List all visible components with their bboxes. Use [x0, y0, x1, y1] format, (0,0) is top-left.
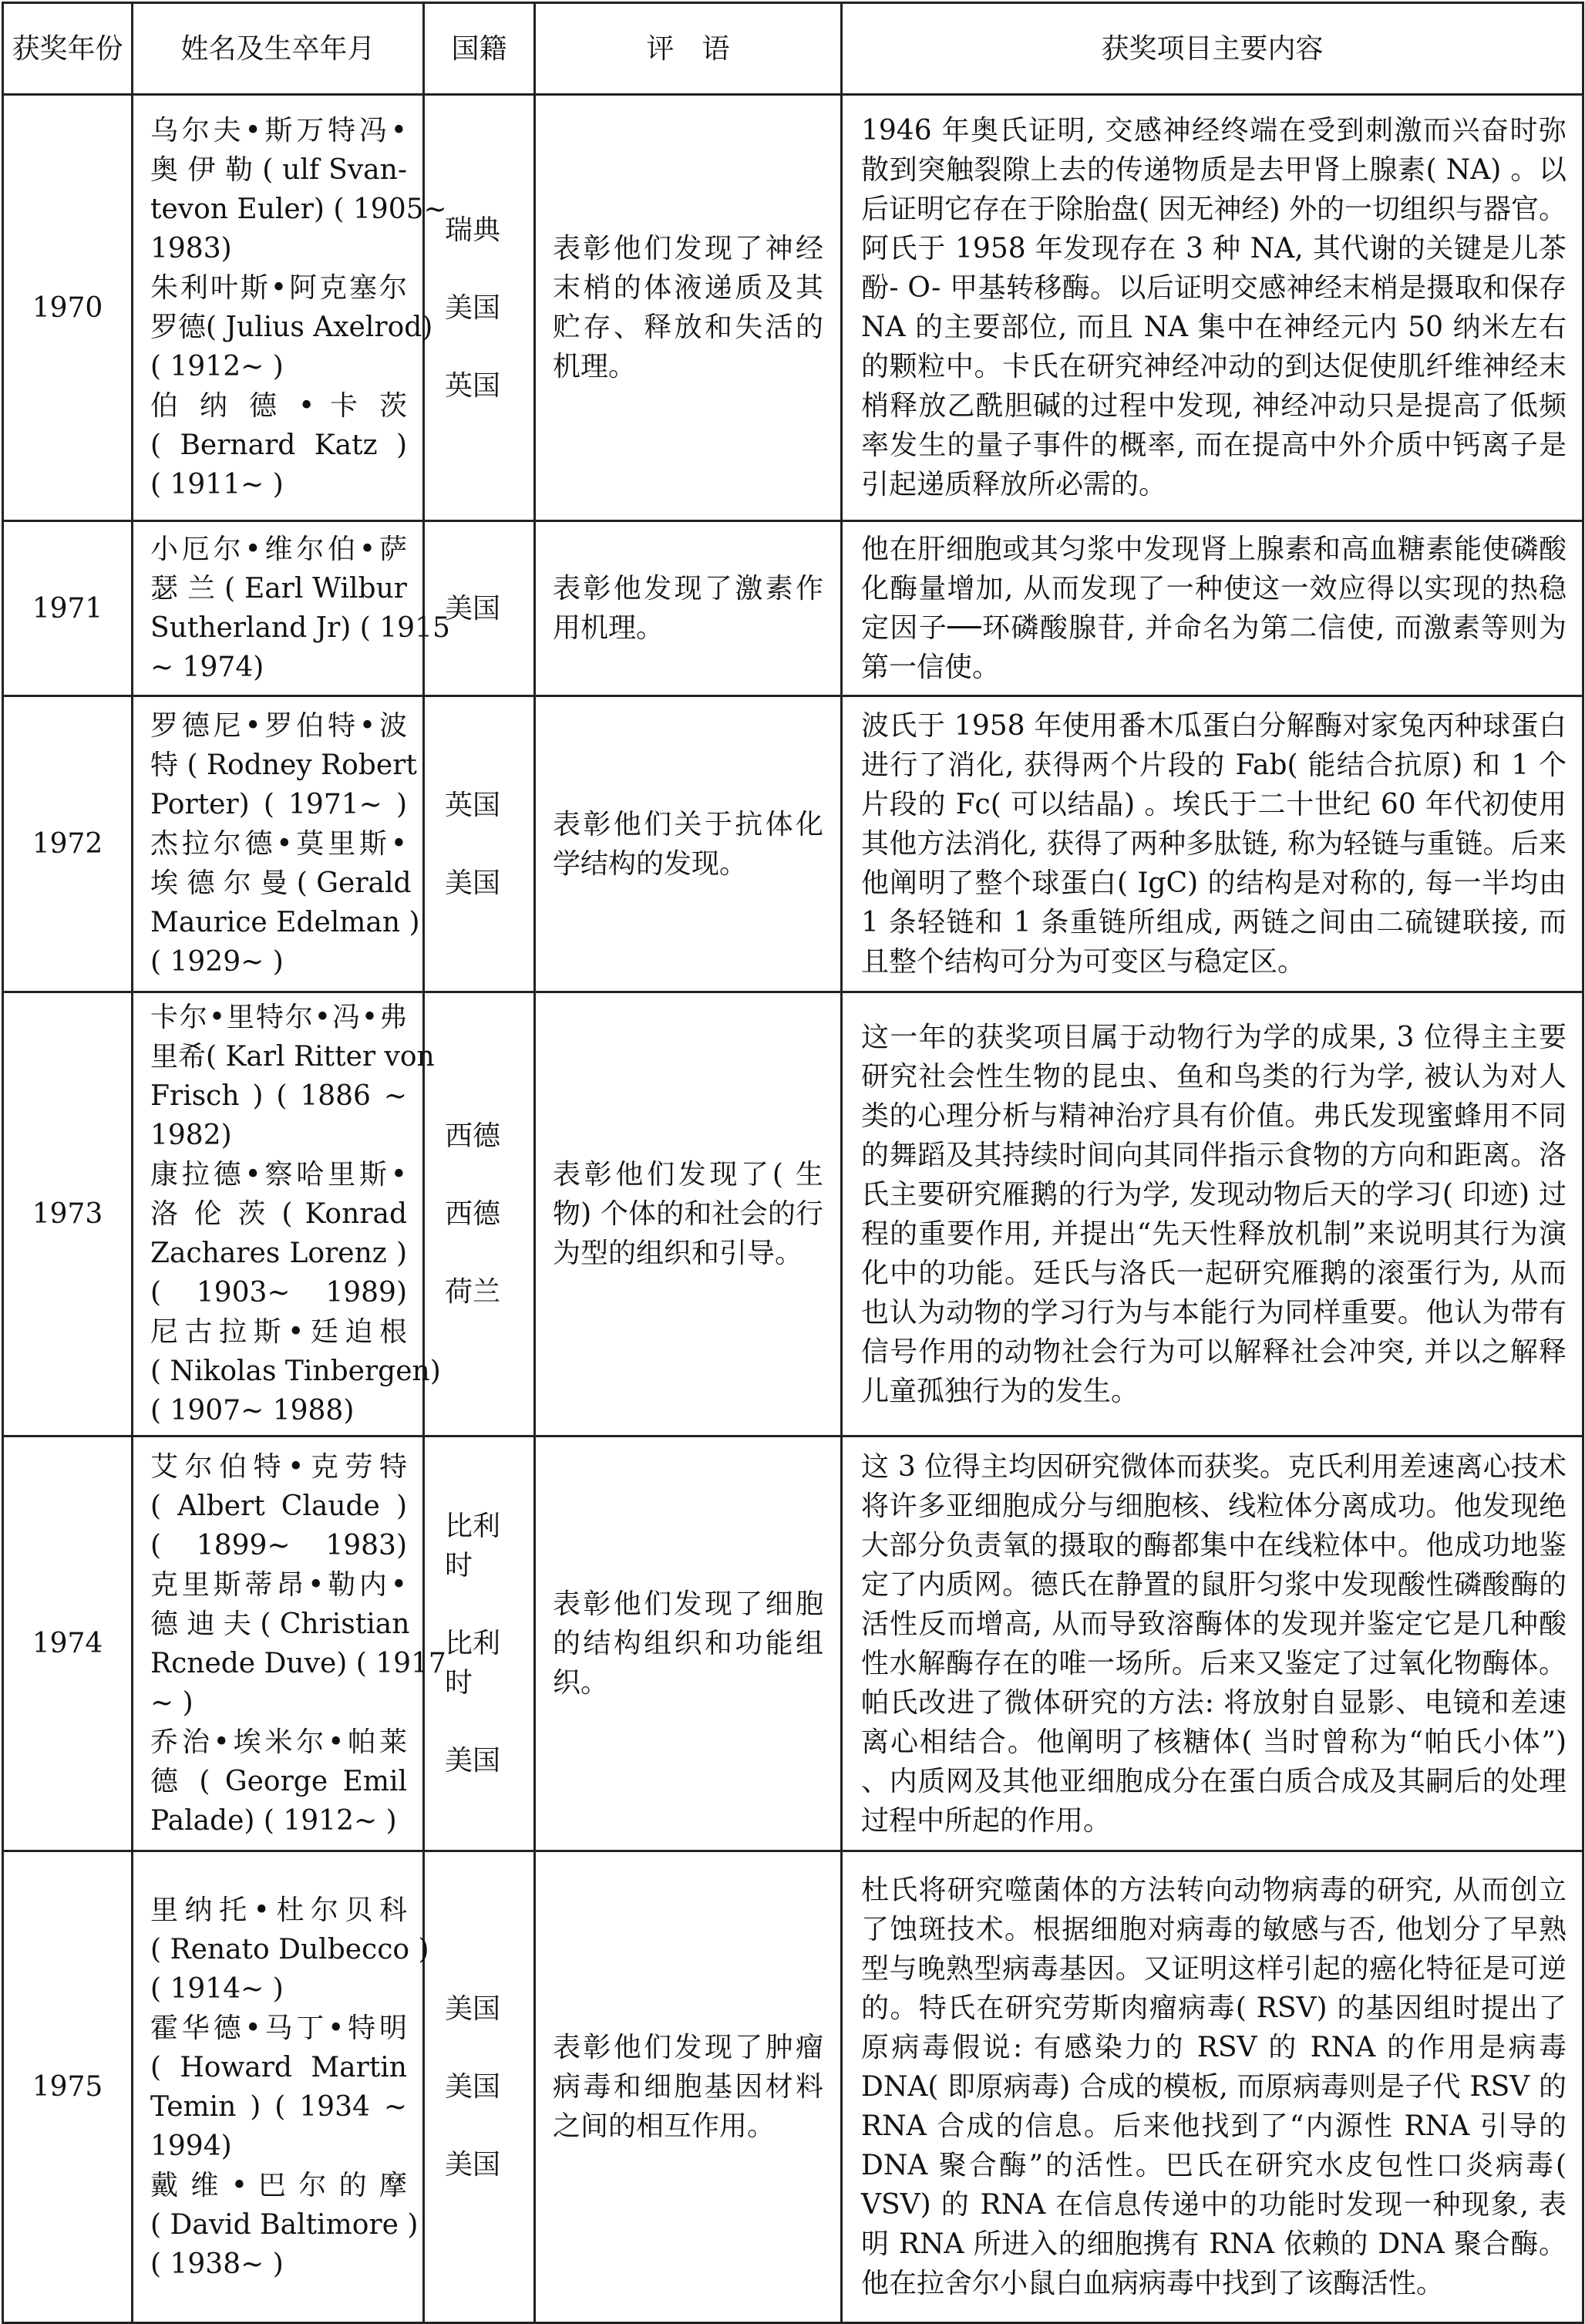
name-line: 1983): [150, 233, 232, 264]
laureate-names: [133, 1437, 446, 1851]
table-row: [3, 521, 1583, 696]
citation: 表彰他们发现了神经末梢的体液递质及其贮存、释放和失活的机理。: [535, 95, 842, 521]
name-line: ( Albert Claude ): [150, 1490, 407, 1522]
name-line: 克里斯蒂昂•勒内•: [150, 1568, 407, 1601]
name-line: 伯 纳 德 • 卡 茨: [150, 390, 407, 422]
table-row: [3, 95, 1583, 521]
name-line: ( Bernard Katz ): [150, 429, 407, 461]
award-content: 杜氏将研究噬菌体的方法转向动物病毒的研究, 从而创立了蚀斑技术。根据细胞对病毒的敏感与否, 他划分了早熟型与晚熟型病毒基因。又证明这样引起的癌化特征是可逆的。特氏在研究劳斯肉瘤病毒( RSV) 的基因组时提出了原病毒假说: 有感染力的 RSV 的 RNA 的作用是病毒 DNA( 即原病毒) 合成的模板, 而原病毒则是子代 RSV 的 RNA 合成的信息。后来他找到了“内源性 RNA 引导的 DNA 聚合酶”的活性。巴氏在研究水皮包性口炎病毒( VSV) 的 RNA 在信息传递中的功能时发现一种现象, 表明 RNA 所进入的细胞携有 RNA 依赖的 DNA 聚合酶。他在拉舍尔小鼠白血病病毒中找到了该酶活性。: [842, 1851, 1583, 2323]
award-year: 1974: [3, 1437, 133, 1851]
header-names: 姓名及生卒年月: [133, 3, 424, 95]
nationality: 西德: [445, 1120, 501, 1152]
name-line: ( 1929~ ): [150, 946, 284, 978]
name-line: 1994): [150, 2130, 232, 2162]
laureate-names: [133, 992, 441, 1437]
name-line: Sutherland Jr) ( 1915: [150, 612, 450, 644]
citation: 表彰他们发现了细胞的结构组织和功能组织。: [535, 1437, 842, 1851]
nationality: 美国: [445, 2149, 501, 2181]
name-line: tevon Euler) ( 1905~: [150, 194, 447, 225]
laureate-names: [133, 1851, 429, 2323]
header-nationality: 国籍: [424, 3, 535, 95]
table-row: [3, 1851, 1583, 2323]
name-line: Rcnede Duve) ( 1917: [150, 1647, 446, 1679]
name-line: 戴 维 • 巴 尔 的 摩: [150, 2169, 407, 2201]
name-line: 乔治•埃米尔•帕莱: [150, 1726, 407, 1758]
name-line: 尼古拉斯•廷迫根: [150, 1316, 407, 1348]
nationality: 比利时: [445, 1628, 501, 1699]
table-header-row: [3, 3, 1583, 95]
header-content: 获奖项目主要内容: [842, 3, 1583, 95]
name-line: ( 1903~ 1989): [150, 1277, 407, 1309]
award-year: 1973: [3, 992, 133, 1437]
laureate-names: [133, 696, 424, 992]
table-row: [3, 1437, 1583, 1851]
name-line: 德 迪 夫 ( Christian: [150, 1608, 410, 1640]
nationalities: [424, 1437, 535, 1851]
nationality: 美国: [445, 291, 501, 324]
nationalities: [424, 1851, 535, 2323]
name-line: 艾尔伯特•克劳特: [150, 1450, 407, 1483]
nationalities: [424, 95, 535, 521]
laureate-names: [133, 95, 447, 521]
name-line: Maurice Edelman ): [150, 907, 420, 938]
name-line: Frisch ) ( 1886 ~: [150, 1080, 407, 1112]
nationality: 西德: [445, 1198, 501, 1230]
table-row: [3, 992, 1583, 1437]
name-line: ( David Baltimore ): [150, 2208, 419, 2241]
citation: 表彰他发现了激素作用机理。: [535, 521, 842, 696]
table-row: [3, 696, 1583, 992]
name-line: 霍华德•马丁•特明: [150, 2012, 407, 2044]
name-line: 特 ( Rodney Robert: [150, 749, 417, 781]
name-line: 卡尔•里特尔•冯•弗: [150, 1002, 407, 1033]
name-line: Temin ) ( 1934 ~: [150, 2090, 407, 2123]
name-line: ( 1912~ ): [150, 351, 284, 382]
nationality: 英国: [445, 789, 501, 821]
nationalities: [424, 696, 535, 992]
name-line: ( 1911~ ): [150, 469, 284, 500]
name-line: ~ ): [150, 1686, 193, 1719]
name-line: 罗德尼•罗伯特•波: [150, 710, 407, 742]
nationality: 荷兰: [445, 1276, 501, 1308]
name-line: 奥 伊 勒 ( ulf Svan-: [150, 154, 407, 186]
header-comment: 评 语: [535, 3, 842, 95]
name-line: ( Renato Dulbecco ): [150, 1933, 429, 1965]
name-line: Palade) ( 1912~ ): [150, 1804, 397, 1837]
nationality: 美国: [445, 2071, 501, 2103]
award-year: 1970: [3, 95, 133, 521]
name-line: ( 1914~ ): [150, 1972, 284, 2005]
nationality: 瑞典: [445, 214, 501, 246]
name-line: 乌尔夫•斯万特冯•: [150, 115, 407, 147]
nationality: 美国: [445, 1745, 501, 1777]
name-line: Zachares Lorenz ): [150, 1238, 407, 1269]
name-line: ( Nikolas Tinbergen): [150, 1356, 441, 1387]
citation: 表彰他们发现了肿瘤病毒和细胞基因材料之间的相互作用。: [535, 1851, 842, 2323]
name-line: 里希( Karl Ritter von: [150, 1041, 435, 1073]
header-year: 获奖年份: [3, 3, 133, 95]
name-line: ~ 1974): [150, 652, 264, 683]
nationality: 美国: [445, 867, 501, 899]
nationality: 美国: [445, 1993, 501, 2025]
name-line: 德 ( George Emil: [150, 1765, 407, 1797]
name-line: 埃 德 尔 曼 ( Gerald: [150, 867, 412, 899]
nationality: 比利时: [445, 1511, 501, 1581]
name-line: 洛 伦 茨 ( Konrad: [150, 1198, 407, 1230]
award-content: 波氏于 1958 年使用番木瓜蛋白分解酶对家兔丙种球蛋白进行了消化, 获得两个片段的 Fab( 能结合抗原) 和 1 个片段的 Fc( 可以结晶) 。埃氏于二十世纪 60 年代初使用其他方法消化, 获得了两种多肽链, 称为轻链与重链。后来他阐明了整个球蛋白( IgC) 的结构是对称的, 每一半均由 1 条轻链和 1 条重链所组成, 两链之间由二硫键联接, 而且整个结构可分为可变区与稳定区。: [842, 696, 1583, 992]
award-content: 这一年的获奖项目属于动物行为学的成果, 3 位得主主要研究社会性生物的昆虫、鱼和鸟类的行为学, 被认为对人类的心理分析与精神治疗具有价值。弗氏发现蜜蜂用不同的舞蹈及其持续时间向其同伴指示食物的方向和距离。洛氏主要研究雁鹅的行为学, 发现动物后天的学习( 印迹) 过程的重要作用, 并提出“先天性释放机制”来说明其行为演化中的功能。廷氏与洛氏一起研究雁鹅的滚蛋行为, 从而也认为动物的学习行为与本能行为同样重要。他认为带有信号作用的动物社会行为可以解释社会冲突, 并以之解释儿童孤独行为的发生。: [842, 992, 1583, 1437]
award-year: 1975: [3, 1851, 133, 2323]
name-line: 瑟 兰 ( Earl Wilbur: [150, 573, 407, 605]
name-line: ( Howard Martin: [150, 2051, 407, 2083]
award-year: 1971: [3, 521, 133, 696]
name-line: Porter) ( 1971~ ): [150, 789, 407, 820]
nationality: 英国: [445, 369, 501, 402]
name-line: 朱利叶斯•阿克塞尔: [150, 272, 407, 304]
award-content: 他在肝细胞或其匀浆中发现肾上腺素和高血糖素能使磷酸化酶量增加, 从而发现了一种使这一效应得以实现的热稳定因子──环磷酸腺苷, 并命名为第二信使, 而激素等则为第一信使。: [842, 521, 1583, 696]
name-line: 罗德( Julius Axelrod): [150, 312, 433, 343]
nationalities: [424, 521, 535, 696]
citation: 表彰他们发现了( 生物) 个体的和社会的行为型的组织和引导。: [535, 992, 842, 1437]
name-line: ( 1899~ 1983): [150, 1529, 407, 1561]
nobel-prize-table: [2, 2, 1584, 2324]
citation: 表彰他们关于抗体化学结构的发现。: [535, 696, 842, 992]
name-line: ( 1938~ ): [150, 2248, 284, 2280]
nationality: 美国: [445, 592, 501, 625]
name-line: 康拉德•察哈里斯•: [150, 1159, 407, 1191]
name-line: 里纳托•杜尔贝科: [150, 1894, 407, 1926]
name-line: 1982): [150, 1120, 232, 1151]
name-line: 小厄尔•维尔伯•萨: [150, 534, 407, 565]
award-year: 1972: [3, 696, 133, 992]
name-line: 杰拉尔德•莫里斯•: [150, 828, 407, 860]
name-line: ( 1907~ 1988): [150, 1395, 355, 1426]
laureate-names: [133, 521, 450, 696]
award-content: 1946 年奥氏证明, 交感神经终端在受到刺激而兴奋时弥散到突触裂隙上去的传递物质是去甲肾上腺素( NA) 。以后证明它存在于除胎盘( 因无神经) 外的一切组织与器官。阿氏于 1958 年发现存在 3 种 NA, 其代谢的关键是儿茶酚- O- 甲基转移酶。以后证明交感神经末梢是摄取和保存 NA 的主要部位, 而且 NA 集中在神经元内 50 纳米左右的颗粒中。卡氏在研究神经冲动的到达促使肌纤维神经末梢释放乙酰胆碱的过程中发现, 神经冲动只是提高了低频率发生的量子事件的概率, 而在提高中外介质中钙离子是引起递质释放所必需的。: [842, 95, 1583, 521]
award-content: 这 3 位得主均因研究微体而获奖。克氏利用差速离心技术将许多亚细胞成分与细胞核、线粒体分离成功。他发现绝大部分负责氧的摄取的酶都集中在线粒体中。他成功地鉴定了内质网。德氏在静置的鼠肝匀浆中发现酸性磷酸酶的活性反而增高, 从而导致溶酶体的发现并鉴定它是几种酸性水解酶存在的唯一场所。后来又鉴定了过氧化物酶体。帕氏改进了微体研究的方法: 将放射自显影、电镜和差速离心相结合。他阐明了核糖体( 当时曾称为“帕氏小体”) 、内质网及其他亚细胞成分在蛋白质合成及其嗣后的处理过程中所起的作用。: [842, 1437, 1583, 1851]
